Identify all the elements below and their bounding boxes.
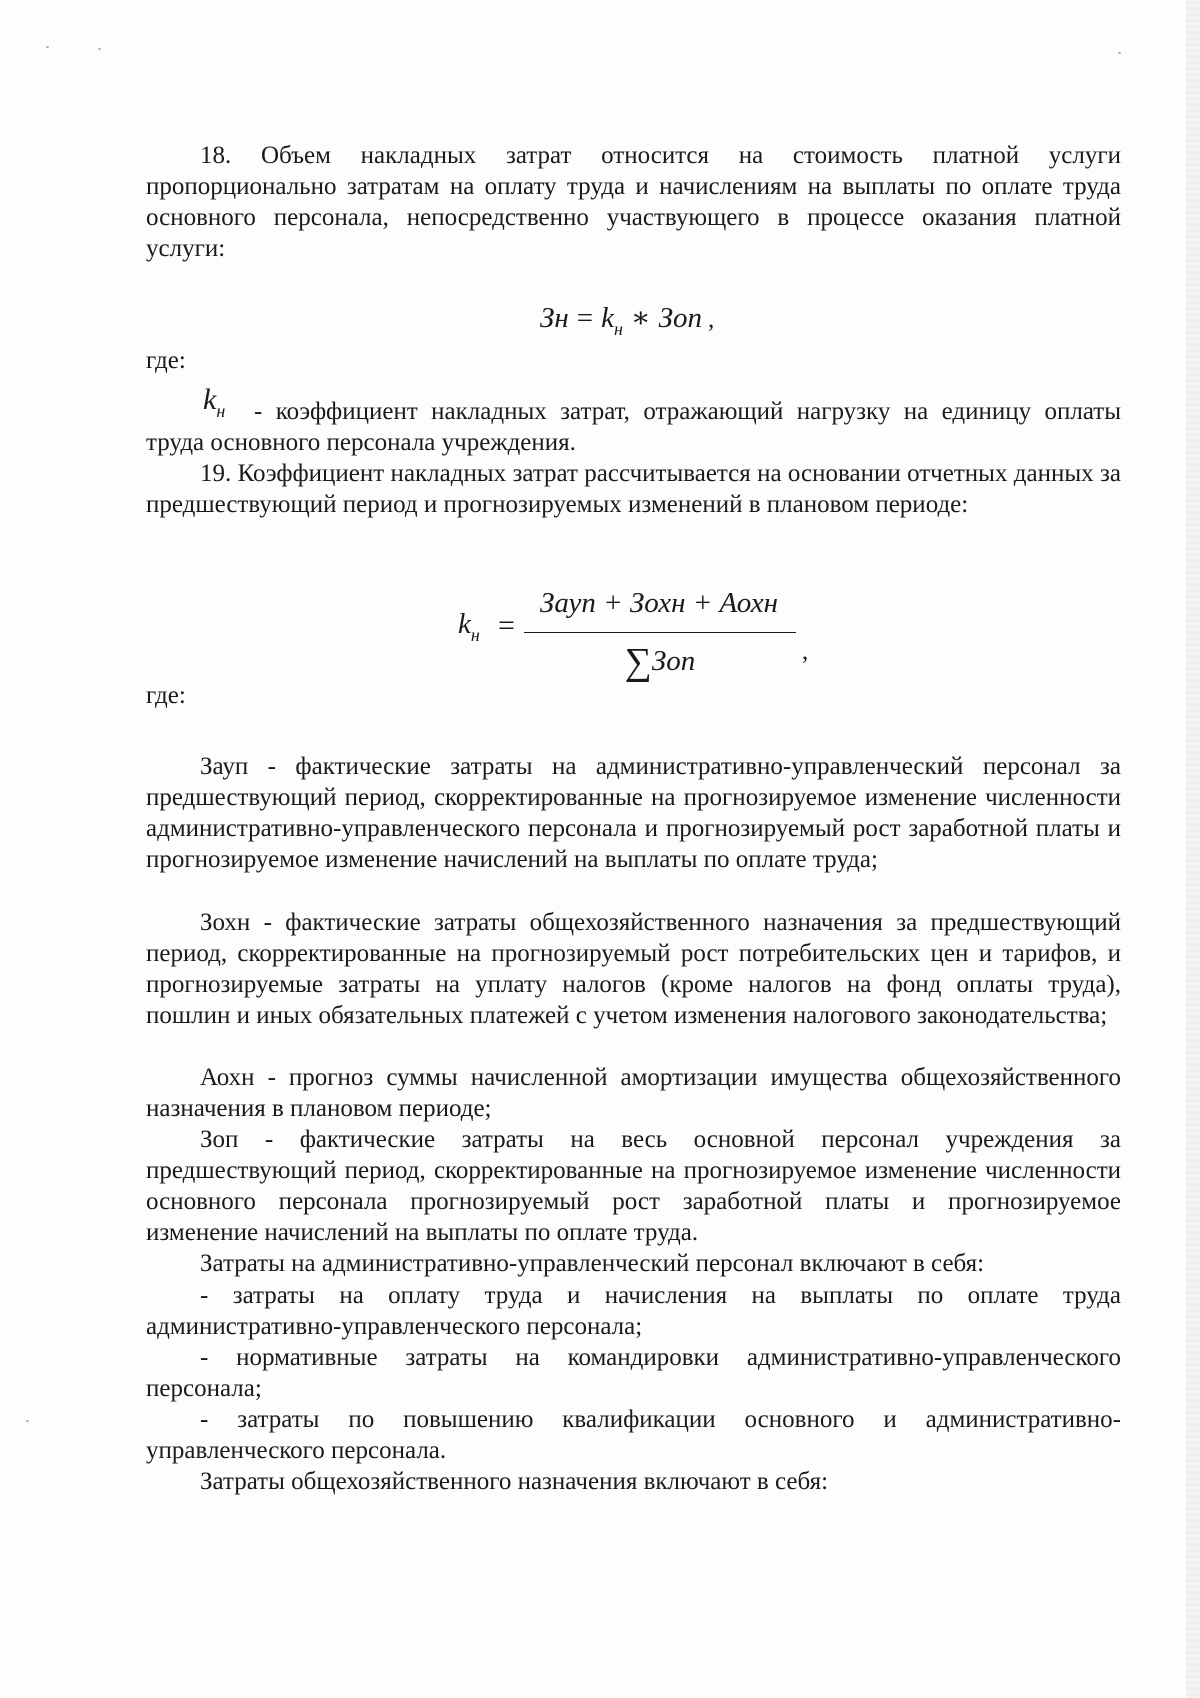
- formula2-k: k: [458, 608, 471, 640]
- scan-speck: [46, 46, 49, 48]
- formula2-denominator: [524, 640, 796, 684]
- formula2-lhs: [458, 608, 480, 645]
- kn-symbol-subscript: н: [216, 401, 226, 421]
- formula-equals: =: [576, 302, 594, 334]
- scan-edge-strip: [1186, 0, 1200, 1698]
- ohn-costs-intro: Затраты общехозяйственного назначения включают в себя:: [200, 1468, 829, 1495]
- definition-zop: Зоп - фактические затраты на весь основной персонал учреждения за предшествующий период, скорректированные на прогнозируемое изменение численности основного персонала прогнозируемый рост заработной платы и прогнозируемое изменение начислений на выплаты по оплате труда.: [146, 1126, 1121, 1246]
- formula-lhs: Зн: [540, 302, 569, 334]
- formula-times: ∗: [630, 302, 651, 334]
- formula2-numerator: Зауп + Зохн + Аохн: [540, 587, 778, 619]
- paragraph-18: 18. Объем накладных затрат относится на стоимость платной услуги пропорционально затратам на оплату труда и начислениям на выплаты по оплате труда основного персонала, непосредственно участвующего в процессе оказания платной услуги:: [146, 142, 1121, 262]
- formula-k-subscript: н: [613, 319, 623, 339]
- scan-speck: [26, 1420, 29, 1422]
- formula2-comma: ,: [802, 638, 809, 665]
- formula2-k-subscript: н: [470, 625, 480, 645]
- formula2-fraction-bar: [524, 632, 796, 633]
- formula-rhs: Зоп: [658, 302, 702, 334]
- sum-sign: ∑: [624, 641, 652, 683]
- aup-item-1: - затраты на оплату труда и начисления на выплаты по оплате труда административно-управленческого персонала;: [146, 1282, 1121, 1340]
- paragraph-19: 19. Коэффициент накладных затрат рассчитывается на основании отчетных данных за предшествующий период и прогнозируемых изменений в плановом периоде:: [146, 460, 1121, 518]
- formula-k: k: [601, 302, 614, 334]
- formula2-denominator-term: Зоп: [651, 645, 696, 677]
- scan-speck: [98, 48, 101, 50]
- kn-definition: - коэффициент накладных затрат, отражающий нагрузку на единицу оплаты труда основного персонала учреждения.: [146, 398, 1121, 456]
- definition-aohn: Аохн - прогноз суммы начисленной амортизации имущества общехозяйственного назначения в плановом периоде;: [146, 1064, 1121, 1122]
- where-label-2: где:: [146, 682, 186, 709]
- kn-symbol-k: k: [203, 383, 217, 416]
- aup-item-2: - нормативные затраты на командировки административно-управленческого персонала;: [146, 1344, 1121, 1402]
- aup-item-3: - затраты по повышению квалификации основного и административно-управленческого персонала.: [146, 1406, 1121, 1464]
- definition-zaup: Зауп - фактические затраты на административно-управленческий персонал за предшествующий период, скорректированные на прогнозируемое изменение численности административно-управленческого персонала и прогнозируемый рост заработной платы и прогнозируемое изменение начислений на выплаты по оплате труда;: [146, 753, 1121, 873]
- formula-overhead-cost: [540, 300, 715, 339]
- scan-speck: [1118, 52, 1121, 54]
- aup-costs-intro: Затраты на административно-управленческий персонал включают в себя:: [200, 1250, 985, 1277]
- where-label-1: где:: [146, 347, 186, 374]
- formula-comma: ,: [708, 306, 715, 333]
- definition-zohn: Зохн - фактические затраты общехозяйственного назначения за предшествующий период, скорректированные на прогнозируемый рост потребительских цен и тарифов, и прогнозируемые затраты на уплату налогов (кроме налогов на фонд оплаты труда), пошлин и иных обязательных платежей с учетом изменения налогового законодательства;: [146, 909, 1121, 1029]
- formula2-equals: =: [498, 609, 515, 642]
